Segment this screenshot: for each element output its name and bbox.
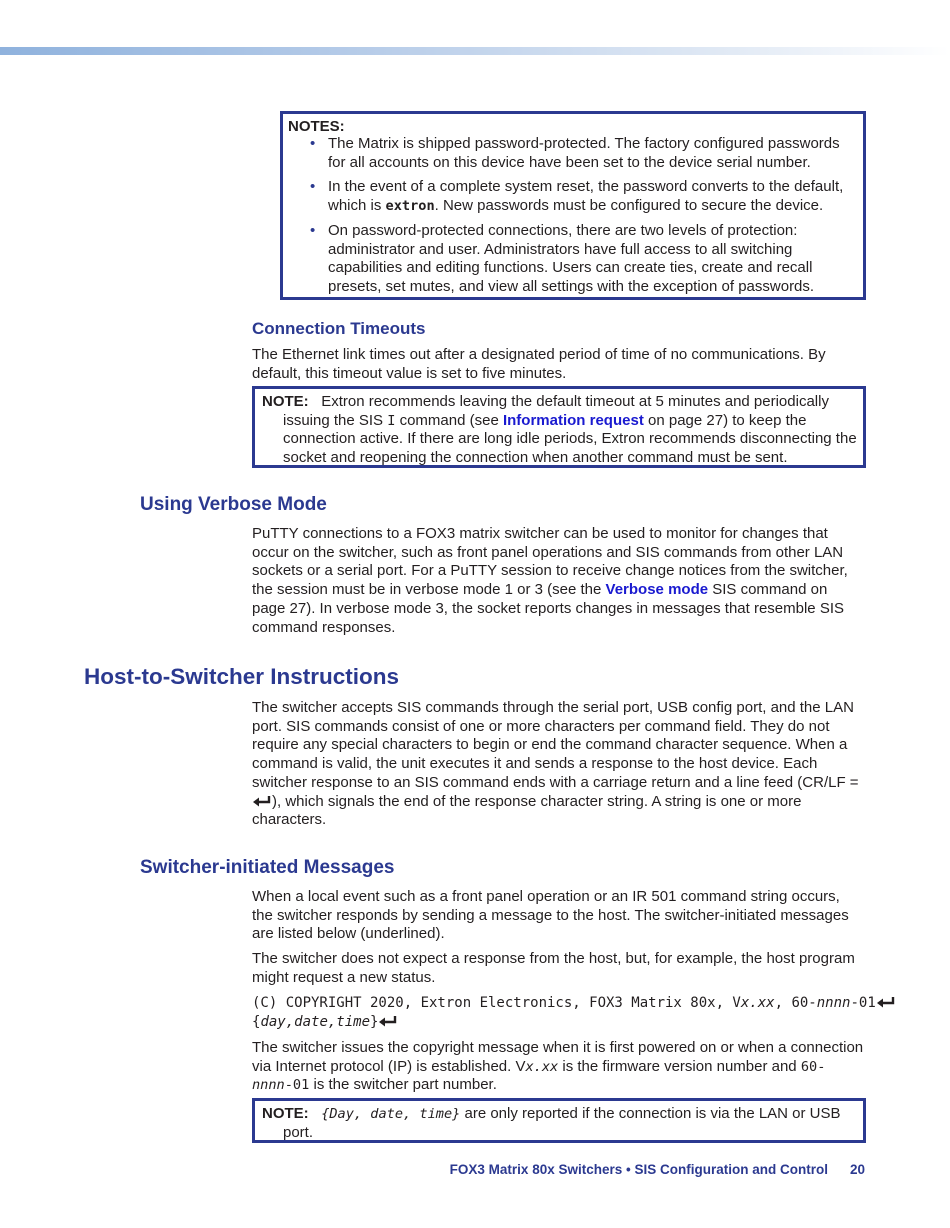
timeout-note-box: NOTE: Extron recommends leaving the default timeout at 5 minutes and periodically issuing the SIS I command (see Information request on page 27) to keep the connection active. If there are long idle periods, Extron recommends disconnecting the socket and reopening the connection when another command must be sent. (252, 386, 866, 468)
default-password-code: extron (385, 198, 435, 215)
connection-timeouts-heading: Connection Timeouts (252, 319, 426, 338)
switcher-messages-p2: The switcher does not expect a response from the host, but, for example, the host program might request a new status. (252, 950, 855, 986)
list-item: • The Matrix is shipped password-protected. The factory configured passwords for all accounts on this device have been set to the device serial number. (310, 135, 840, 171)
footer-title: FOX3 Matrix 80x Switchers • SIS Configuration and Control (449, 1162, 828, 1177)
switcher-messages-p1: When a local event such as a front panel operation or an IR 501 command string occurs, the switcher responds by sending a message to the host. The switcher-initiated messages are listed below (underlined). (252, 888, 849, 943)
host-to-switcher-body: The switcher accepts SIS commands through the serial port, USB config port, and the LAN port. SIS commands consist of one or more characters per command field. They do not require any special characters to begin or end the command character sequence. When a command is valid, the unit executes it and sends a response to the host device. Each switcher response to an SIS command ends with a carriage return and a line feed (CR/LF = ), which signals the end of the response character string. A string is one or more characters. (252, 699, 859, 829)
verbose-mode-body: PuTTY connections to a FOX3 matrix switcher can be used to monitor for changes that occur on the switcher, such as front panel operations and SIS commands from other LAN sockets or a serial port. For a PuTTY session to receive change notices from the switcher, the session must be in verbose mode 1 or 3 (see the Verbose mode SIS command on page 27). In verbose mode 3, the socket reports changes in messages that resemble SIS command responses. (252, 525, 848, 636)
list-item: • In the event of a complete system reset, the password converts to the default, which is extron. New passwords must be configured to secure the device. (310, 178, 844, 215)
note-label: NOTE: (262, 1105, 309, 1122)
information-request-link[interactable]: Information request (502, 411, 644, 429)
notes-box (280, 111, 866, 300)
connection-timeouts-body: The Ethernet link times out after a designated period of time of no communications. By default, this timeout value is set to five minutes. (252, 346, 826, 382)
copyright-message-code: (C) COPYRIGHT 2020, Extron Electronics, FOX3 Matrix 80x, Vx.xx, 60-nnnn-01 {day,date,time} (252, 994, 872, 1032)
header-gradient-bar (0, 47, 950, 55)
verbose-mode-heading: Using Verbose Mode (140, 494, 327, 515)
return-arrow-icon (252, 795, 272, 807)
lan-note-box: NOTE: {Day, date, time} are only reported if the connection is via the LAN or USB port. (252, 1098, 866, 1143)
switcher-messages-heading: Switcher-initiated Messages (140, 857, 395, 878)
day-date-time-code: {Day, date, time} (321, 1106, 461, 1122)
bullet-icon: • (310, 178, 316, 196)
return-arrow-icon (876, 996, 896, 1008)
list-item: • On password-protected connections, there are two levels of protection: administrator and user. Administrators have full access to all switching capabilities and editing functions. Users can create ties, create and recall presets, set mutes, and view all settings with the exception of passwords. (310, 221, 815, 295)
notes-list (288, 135, 853, 297)
note-label: NOTE: (262, 393, 309, 410)
return-arrow-icon (378, 1015, 398, 1027)
notes-title: NOTES: (288, 118, 345, 135)
switcher-messages-p3: The switcher issues the copyright message when it is first powered on or when a connection via Internet protocol (IP) is established. Vx.xx is the firmware version number and 60-nnnn-01 is the switcher part number. (252, 1039, 864, 1094)
bullet-icon: • (310, 221, 316, 239)
host-to-switcher-heading: Host-to-Switcher Instructions (84, 664, 400, 689)
page-number: 20 (849, 1162, 865, 1177)
verbose-mode-link[interactable]: Verbose mode (605, 581, 709, 599)
page-footer (450, 1162, 865, 1177)
sis-command-code: I (387, 412, 396, 429)
bullet-icon: • (310, 135, 316, 152)
